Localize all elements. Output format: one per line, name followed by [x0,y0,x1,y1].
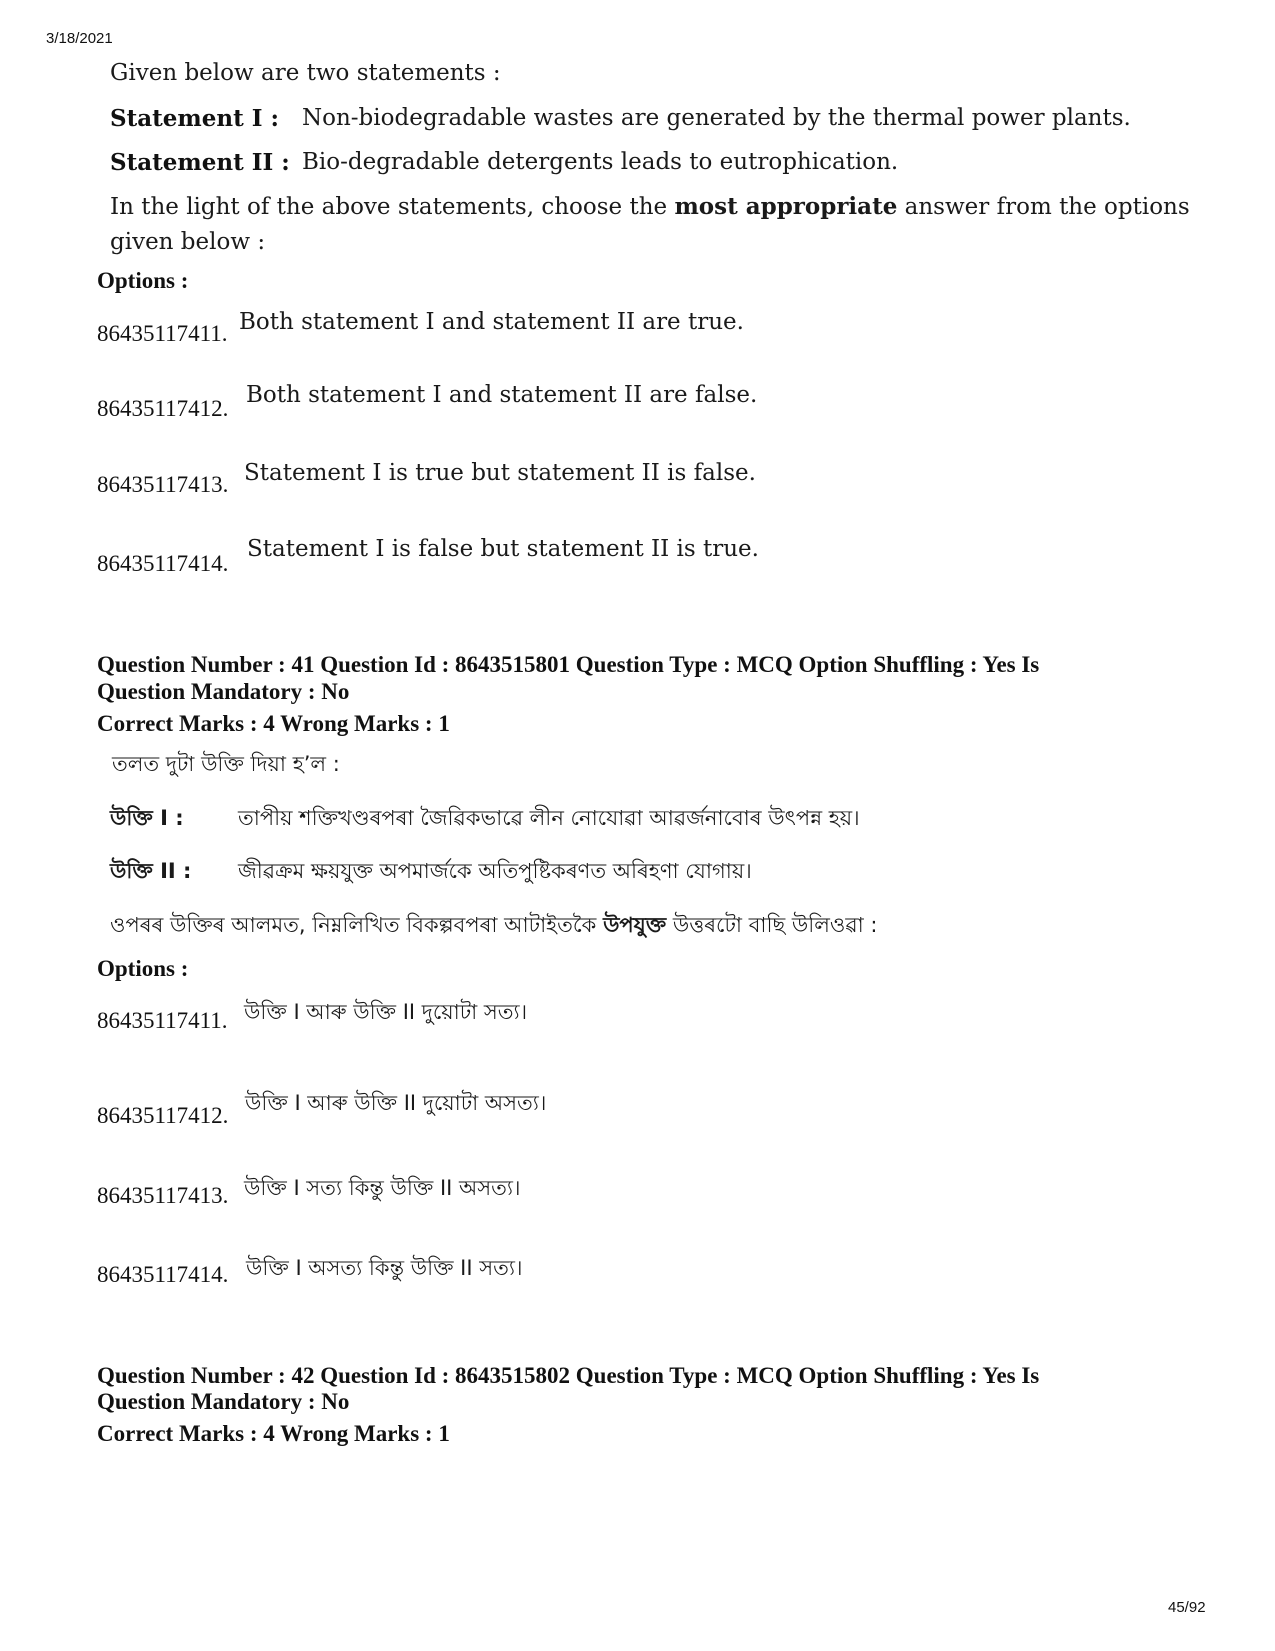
q41-meta-line1: Question Number : 41 Question Id : 8643515801 Question Type : MCQ Option Shuffling : Yes Is [97,652,1040,677]
q41-option-4-text: উক্তি I অসত্য কিন্তু উক্তি II সত্য। [246,1256,523,1280]
q40-option-3-text: Statement I is true but statement II is false. [244,460,756,486]
q41-option-4-id: 86435117414. [97,1262,229,1287]
q42-meta-line1: Question Number : 42 Question Id : 8643515802 Question Type : MCQ Option Shuffling : Yes Is [97,1363,1040,1388]
q40-instruction-line2: given below : [110,229,266,255]
q41-intro: তলত দুটা উক্তি দিয়া হ’ল : [112,752,340,776]
q41-option-2-text: উক্তি I আৰু উক্তি II দুয়োটা অসত্য। [245,1091,547,1115]
q40-statement2-text: Bio-degradable detergents leads to eutrophication. [302,149,899,175]
q40-option-4-text: Statement I is false but statement II is true. [247,536,759,562]
q41-option-3-text: উক্তি I সত্য কিন্তু উক্তি II অসত্য। [244,1176,521,1200]
q41-instruction-post: উত্তৰটো বাছি উলিওৱা : [666,913,878,937]
q41-statement2-text: জীৱক্ৰম ক্ষয়যুক্ত অপমাৰ্জকে অতিপুষ্টিকৰণত অৰিহণা যোগায়। [238,859,752,883]
q40-statement2-label: Statement II : [110,149,290,176]
q41-option-1-text: উক্তি I আৰু উক্তি II দুয়োটা সত্য। [244,1000,528,1024]
q41-option-2-id: 86435117412. [97,1103,229,1128]
q40-statement1-text: Non-biodegradable wastes are generated by the thermal power plants. [302,105,1131,131]
q40-intro: Given below are two statements : [110,60,501,86]
q40-statement1-label: Statement I : [110,105,279,132]
q40-options-label: Options : [97,268,189,293]
q41-option-3-id: 86435117413. [97,1183,229,1208]
print-date: 3/18/2021 [46,30,113,47]
q42-marks: Correct Marks : 4 Wrong Marks : 1 [97,1421,450,1446]
q41-statement1-text: তাপীয় শক্তিখণ্ডৰপৰা জৈৱিকভাৱে লীন নোযোৱা আৱৰ্জনাবোৰ উৎপন্ন হয়। [238,806,860,830]
page-number: 45/92 [1168,1599,1206,1616]
q42-meta-line2: Question Mandatory : No [97,1389,350,1414]
q41-statement2-label: উক্তি II : [110,859,192,883]
q41-marks: Correct Marks : 4 Wrong Marks : 1 [97,711,450,736]
q40-option-2-text: Both statement I and statement II are false. [246,382,758,408]
q40-instruction-bold: most appropriate [674,193,898,220]
q41-option-1-id: 86435117411. [97,1008,228,1033]
q40-option-1-id: 86435117411. [97,321,228,346]
q41-meta-line2: Question Mandatory : No [97,679,350,704]
q41-instruction-pre: ওপৰৰ উক্তিৰ আলমত, নিম্নলিখিত বিকল্পবপৰা আটাইতকৈ [110,913,604,937]
q40-option-2-id: 86435117412. [97,396,229,421]
q40-option-1-text: Both statement I and statement II are true. [239,309,744,335]
q40-option-4-id: 86435117414. [97,551,229,576]
q41-instruction-bold: উপযুক্ত [603,913,667,937]
q40-instruction-pre: In the light of the above statements, choose the [110,194,675,220]
q41-instruction [110,909,877,944]
q40-instruction [110,193,1190,220]
q40-option-3-id: 86435117413. [97,472,229,497]
q41-statement1-label: উক্তি I : [110,806,184,830]
q40-instruction-post: answer from the options [897,194,1190,220]
q41-options-label: Options : [97,956,189,981]
